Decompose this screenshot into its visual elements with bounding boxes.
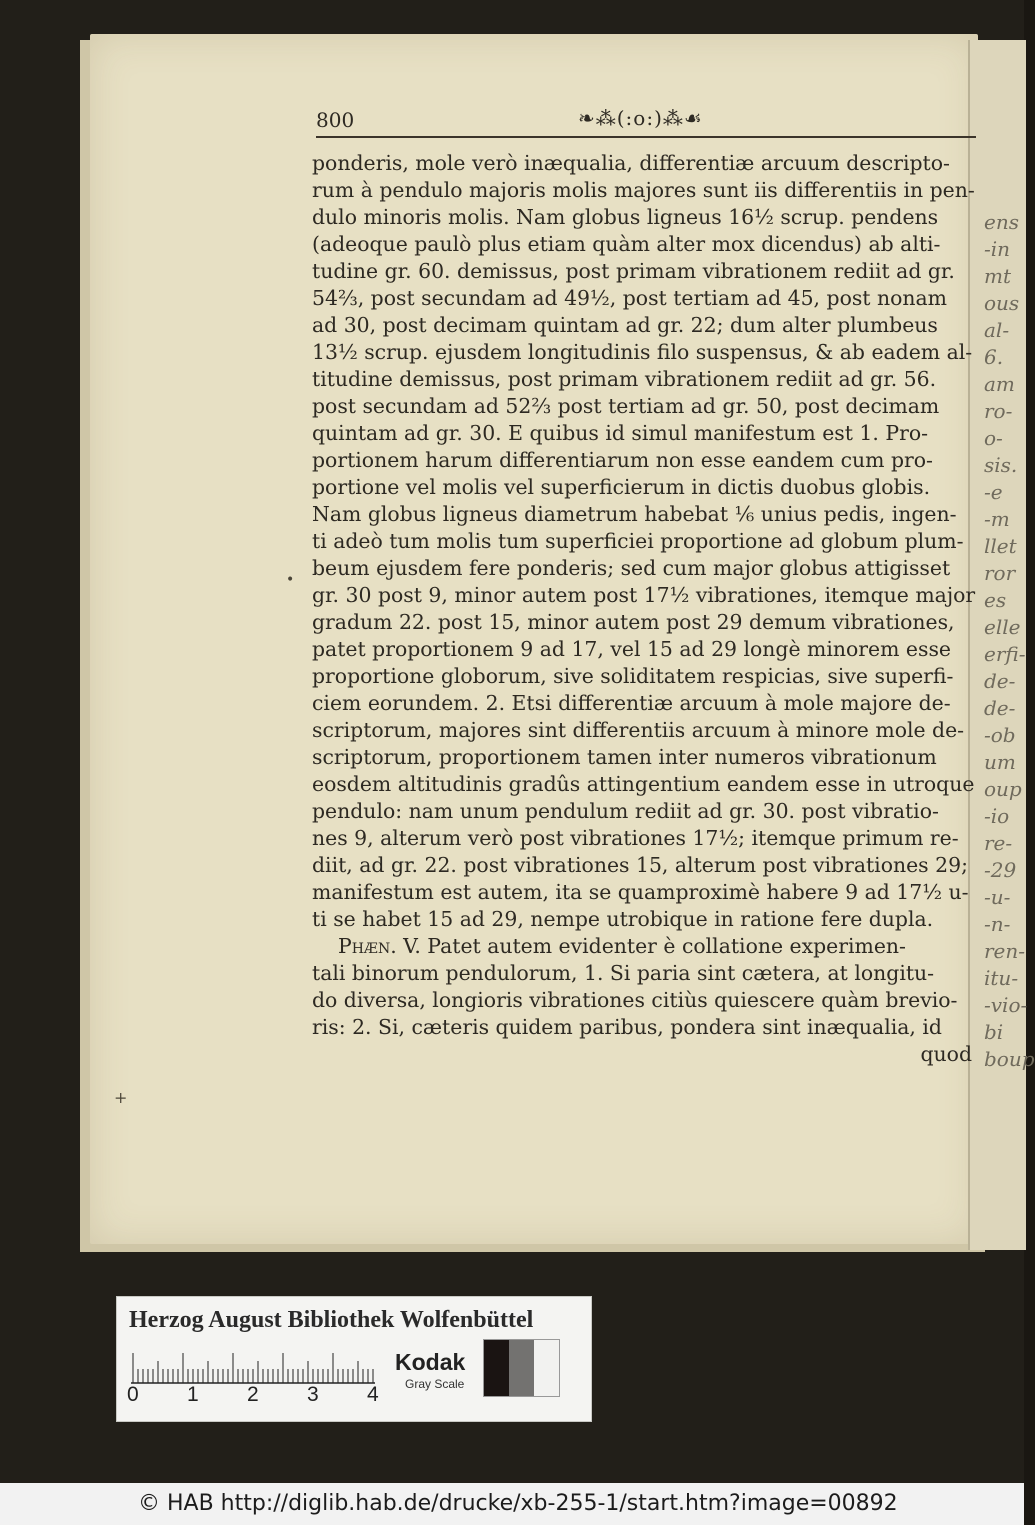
copyright-credit: © HAB http://diglib.hab.de/drucke/xb-255-1/start.htm?image=00892 [138, 1491, 898, 1516]
page-body-text [312, 150, 976, 1068]
margin-dot: • [286, 572, 295, 588]
text-line: pendulo: nam unum pendulum rediit ad gr. 30. post vibratio- [312, 799, 939, 823]
facing-page-fragment: -vio- [984, 993, 1028, 1017]
facing-page-fragment: am [984, 372, 1015, 396]
ruler-ticks [131, 1349, 375, 1385]
ruler-number: 2 [247, 1383, 259, 1406]
margin-mark: + [114, 1088, 128, 1107]
facing-page-fragment: -u- [984, 885, 1011, 909]
text-line: beum ejusdem fere ponderis; sed cum major globus attigisset [312, 556, 951, 580]
facing-page-fragment: bi [984, 1020, 1004, 1044]
facing-page-fragment: -29 [984, 858, 1017, 882]
text-line: gr. 30 post 9, minor autem post 17½ vibrationes, itemque major [312, 583, 976, 607]
text-line: ris: 2. Si, cæteris quidem paribus, pondera sint inæqualia, id [312, 1015, 942, 1039]
facing-page-fragment: 6. [984, 345, 1004, 369]
text-line: ponderis, mole verò inæqualia, differentiæ arcuum descripto- [312, 151, 950, 175]
text-line: proportione globorum, sive soliditatem respicias, sive superfi- [312, 664, 954, 688]
text-line: gradum 22. post 15, minor autem post 29 demum vibrationes, [312, 610, 955, 634]
facing-page-fragment: sis. [984, 453, 1018, 477]
facing-page-fragment: ror [984, 561, 1016, 585]
text-line: ti se habet 15 ad 29, nempe utrobique in ratione fere dupla. [312, 907, 934, 931]
facing-page-fragment: ous [984, 291, 1020, 315]
facing-page-fragment: o- [984, 426, 1003, 450]
page-number: 800 [316, 108, 355, 132]
text-line: post secundam ad 52⅔ post tertiam ad gr. 50, post decimam [312, 394, 940, 418]
header-ornament: ❧⁂(:o:)⁂☙ [578, 106, 703, 130]
text-line: manifestum est autem, ita se quamproximè habere 9 ad 17½ u- [312, 880, 969, 904]
text-line: dulo minoris molis. Nam globus ligneus 16½ scrup. pendens [312, 205, 939, 229]
text-line: scriptorum, proportionem tamen inter numeros vibrationum [312, 745, 937, 769]
gray-scale-label: Gray Scale [405, 1377, 465, 1391]
facing-page-fragment: de- [984, 669, 1016, 693]
text-line: titudine demissus, post primam vibrationem rediit ad gr. 56. [312, 367, 937, 391]
catchword: quod [920, 1042, 972, 1066]
text-line: quintam ad gr. 30. E quibus id simul manifestum est 1. Pro- [312, 421, 928, 445]
facing-page-fragment: ro- [984, 399, 1013, 423]
ruler-scale [131, 1349, 375, 1385]
facing-page-fragment: es [984, 588, 1007, 612]
ruler-number: 4 [367, 1383, 379, 1406]
text-line: portione vel molis vel superficierum in dictis duobus globis. [312, 475, 931, 499]
ruler-number: 0 [127, 1383, 139, 1406]
footer-bar [0, 1483, 1024, 1525]
facing-page-fragment: -n- [984, 912, 1011, 936]
text-line: Phæn. V. Patet autem evidenter è collatione experimen- [338, 934, 906, 958]
text-line: tali binorum pendulorum, 1. Si paria sint cætera, at longitu- [312, 961, 935, 985]
text-line: portionem harum differentiarum non esse eandem cum pro- [312, 448, 933, 472]
gray-swatch [509, 1340, 534, 1396]
facing-page-fragment: -m [984, 507, 1010, 531]
facing-page-fragment: itu- [984, 966, 1019, 990]
facing-page-fragment: -in [984, 237, 1011, 261]
text-line: (adeoque paulò plus etiam quàm alter mox dicendus) ab alti- [312, 232, 941, 256]
facing-page-fragment: -e [984, 480, 1003, 504]
text-line: ciem eorundem. 2. Etsi differentiæ arcuum à mole majore de- [312, 691, 951, 715]
facing-page-fragment: ren- [984, 939, 1026, 963]
text-line: nes 9, alterum verò post vibrationes 17½; itemque primum re- [312, 826, 959, 850]
facing-page-fragment: oup [984, 777, 1022, 801]
calibration-card [116, 1296, 592, 1422]
text-line: tudine gr. 60. demissus, post primam vibrationem rediit ad gr. [312, 259, 955, 283]
facing-page-fragment: -ob [984, 723, 1016, 747]
library-name: Herzog August Bibliothek Wolfenbüttel [129, 1307, 534, 1333]
ruler-number: 1 [187, 1383, 199, 1406]
facing-page-fragment: ens [984, 210, 1019, 234]
gray-swatch [534, 1340, 559, 1396]
facing-page-fragment: -io [984, 804, 1010, 828]
facing-page-fragment: de- [984, 696, 1016, 720]
text-line: rum à pendulo majoris molis majores sunt iis differentiis in pen- [312, 178, 975, 202]
text-line: do diversa, longioris vibrationes citiùs quiescere quàm brevio- [312, 988, 958, 1012]
text-line: ad 30, post decimam quintam ad gr. 22; dum alter plumbeus [312, 313, 938, 337]
facing-page-fragment: um [984, 750, 1016, 774]
text-line: diit, ad gr. 22. post vibrationes 15, alterum post vibrationes 29; [312, 853, 968, 877]
facing-page-fragment: re- [984, 831, 1013, 855]
facing-page-margin [968, 40, 1035, 1250]
facing-page-fragment: erfi- [984, 642, 1026, 666]
kodak-logo: Kodak [395, 1349, 466, 1375]
text-line: scriptorum, majores sint differentiis arcuum à minore mole de- [312, 718, 965, 742]
text-line: 54⅔, post secundam ad 49½, post tertiam ad 45, post nonam [312, 286, 948, 310]
facing-page-fragment: boup [984, 1047, 1035, 1071]
page-header [316, 108, 976, 138]
facing-page-fragment: llet [984, 534, 1017, 558]
text-line: patet proportionem 9 ad 17, vel 15 ad 29 longè minorem esse [312, 637, 951, 661]
facing-page-fragment: mt [984, 264, 1012, 288]
gray-swatches [483, 1339, 560, 1397]
facing-page-fragment: elle [984, 615, 1021, 639]
ruler-number: 3 [307, 1383, 319, 1406]
text-line: 13½ scrup. ejusdem longitudinis filo suspensus, & ab eadem al- [312, 340, 973, 364]
text-line: eosdem altitudinis gradûs attingentium eandem esse in utroque [312, 772, 975, 796]
facing-page-fragment: al- [984, 318, 1010, 342]
text-line: ti adeò tum molis tum superficiei proportione ad globum plum- [312, 529, 964, 553]
gray-swatch [484, 1340, 509, 1396]
text-line: Nam globus ligneus diametrum habebat ⅙ unius pedis, ingen- [312, 502, 957, 526]
